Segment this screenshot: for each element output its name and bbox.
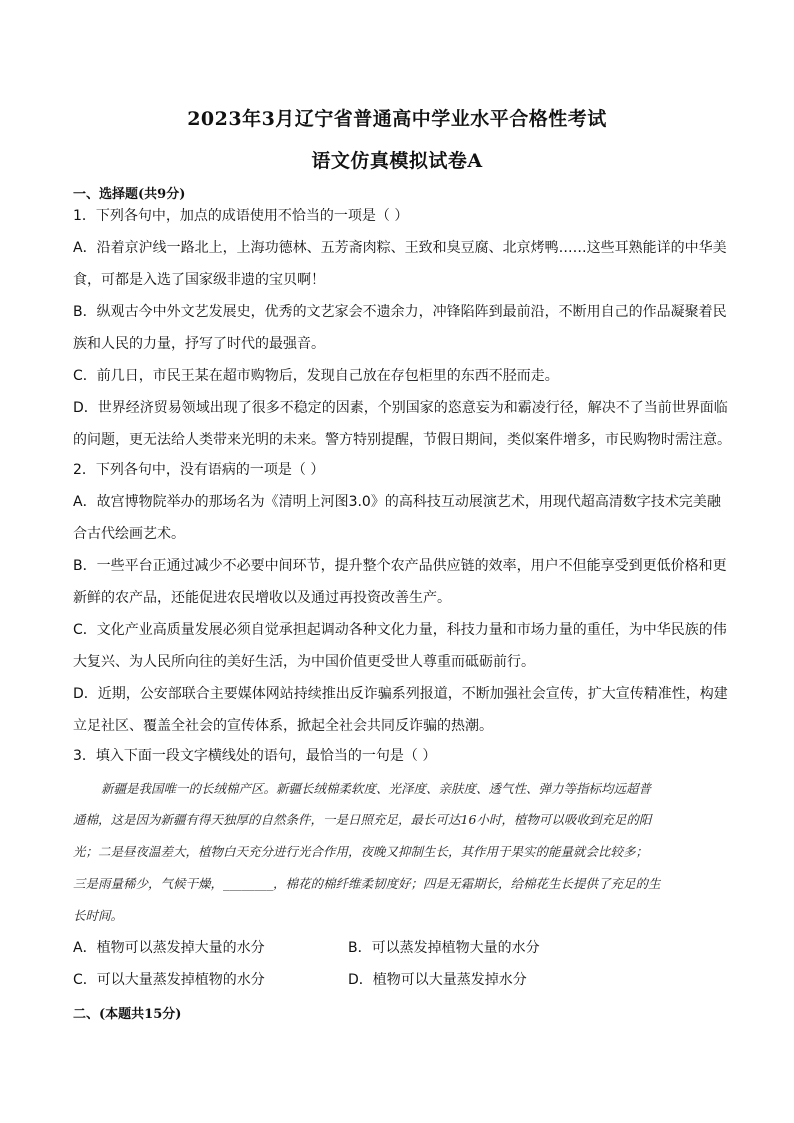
- section-heading-1: 一、选择题(共9分): [73, 187, 186, 202]
- question-3: 3．填入下面一段文字横线处的语句，最恰当的一句是（ ）: [73, 748, 437, 764]
- q3-option-b: B．可以蒸发掉植物大量的水分: [348, 940, 540, 956]
- page-subtitle: 语文仿真模拟试卷A: [311, 150, 483, 172]
- passage-line-1: 新疆是我国唯一的长绒棉产区。新疆长绒棉柔软度、光泽度、亲肤度、透气性、弹力等指标均远超普: [101, 781, 652, 796]
- q2-option-c-line-2: 大复兴、为人民所向往的美好生活，为中国价值更受世人尊重而砥砺前行。: [73, 654, 535, 670]
- q2-option-b-line-1: B．一些平台正通过减少不必要中间环节，提升整个农产品供应链的效率，用户不但能享受到更低价格和更: [73, 558, 727, 574]
- q2-option-d-line-2: 立足社区、覆盖全社会的宣传体系，掀起全社会共同反诈骗的热潮。: [73, 718, 493, 734]
- q2-option-a-line-1: A．故宫博物院举办的那场名为《清明上河图3.0》的高科技互动展演艺术，用现代超高清数字技术完美融: [73, 494, 721, 510]
- q3-option-d: D．植物可以大量蒸发掉水分: [348, 972, 527, 988]
- passage-line-5: 长时间。: [73, 908, 124, 923]
- q1-option-b-line-1: B．纵观古今中外文艺发展史，优秀的文艺家会不遗余力，冲锋陷阵到最前沿，不断用自己的作品凝聚着民: [73, 304, 727, 320]
- q1-option-c: C．前几日，市民王某在超市购物后，发现自己放在存包柜里的东西不胫而走。: [73, 368, 559, 384]
- q1-option-d-line-2: 的问题，更无法给人类带来光明的未来。警方特别提醒，节假日期间，类似案件增多，市民购物时需注意。: [73, 432, 731, 448]
- q1-option-b-line-2: 族和人民的力量，抒写了时代的最强音。: [73, 336, 325, 352]
- q1-option-d-line-1: D．世界经济贸易领域出现了很多不稳定的因素，个别国家的恣意妄为和霸凌行径，解决不了当前世界面临: [73, 400, 728, 416]
- q2-option-b-line-2: 新鲜的农产品，还能促进农民增收以及通过再投资改善生产。: [73, 590, 451, 606]
- q3-option-c: C．可以大量蒸发掉植物的水分: [73, 972, 265, 988]
- q2-option-a-line-2: 合古代绘画艺术。: [73, 526, 185, 542]
- q1-option-a-line-2: 食，可都是入选了国家级非遗的宝贝啊！: [73, 272, 325, 288]
- q2-option-c-line-1: C．文化产业高质量发展必须自觉承担起调动各种文化力量，科技力量和市场力量的重任，为中华民族的伟: [73, 622, 727, 638]
- question-1: 1．下列各句中，加点的成语使用不恰当的一项是（ ）: [73, 208, 409, 224]
- q2-option-d-line-1: D．近期，公安部联合主要媒体网站持续推出反诈骗系列报道，不断加强社会宣传，扩大宣传精准性，构建: [73, 686, 728, 702]
- page-title: 2023年3月辽宁省普通高中学业水平合格性考试: [187, 108, 607, 130]
- passage-line-3: 光；二是昼夜温差大，植物白天充分进行光合作用，夜晚又抑制生长，其作用于果实的能量就会比较多；: [73, 844, 649, 859]
- passage-line-4: 三是雨量稀少，气候干燥，________，棉花的棉纤维柔韧度好；四是无霜期长，给棉花生长提供了充足的生: [73, 876, 661, 891]
- passage-line-2: 通棉，这是因为新疆有得天独厚的自然条件，一是日照充足，最长可达16小时，植物可以吸收到充足的阳: [73, 812, 652, 827]
- question-2: 2．下列各句中，没有语病的一项是（ ）: [73, 462, 325, 478]
- q1-option-a-line-1: A．沿着京沪线一路北上，上海功德林、五芳斋肉粽、王致和臭豆腐、北京烤鸭……这些耳熟能详的中华美: [73, 240, 727, 256]
- q3-option-a: A．植物可以蒸发掉大量的水分: [73, 940, 265, 956]
- section-heading-2: 二、(本题共15分): [73, 1007, 182, 1022]
